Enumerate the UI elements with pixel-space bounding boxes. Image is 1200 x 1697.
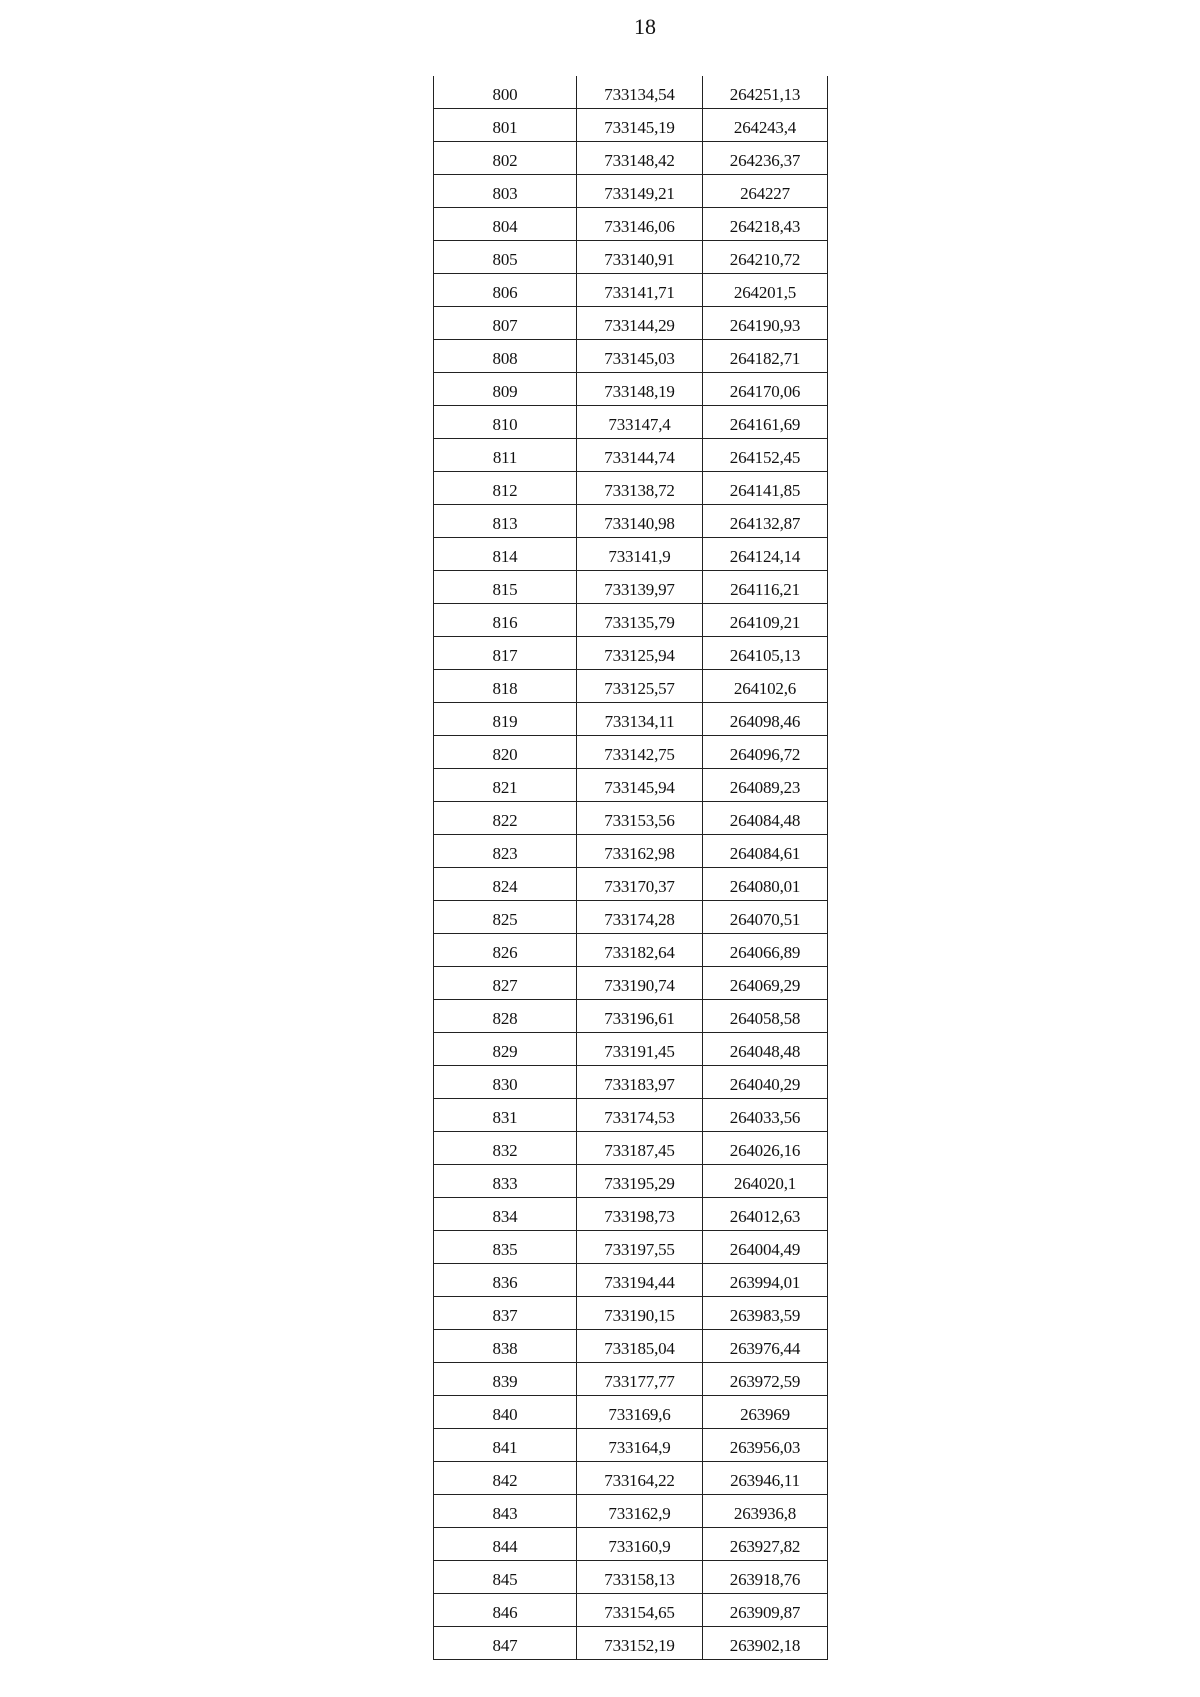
table-row <box>434 835 828 868</box>
y-coordinate-cell: 263956,03 <box>703 1429 828 1462</box>
y-coordinate-cell: 264069,29 <box>703 967 828 1000</box>
point-number-cell: 844 <box>434 1528 577 1561</box>
x-coordinate-cell: 733162,98 <box>577 835 703 868</box>
y-coordinate-cell: 264066,89 <box>703 934 828 967</box>
y-coordinate-cell: 263972,59 <box>703 1363 828 1396</box>
y-coordinate-cell: 263918,76 <box>703 1561 828 1594</box>
point-number-cell: 821 <box>434 769 577 802</box>
y-coordinate-cell: 264116,21 <box>703 571 828 604</box>
y-coordinate-cell: 263983,59 <box>703 1297 828 1330</box>
point-number-cell: 806 <box>434 274 577 307</box>
table-row <box>434 670 828 703</box>
y-coordinate-cell: 264084,48 <box>703 802 828 835</box>
table-row <box>434 769 828 802</box>
table-row <box>434 274 828 307</box>
point-number-cell: 812 <box>434 472 577 505</box>
y-coordinate-cell: 263969 <box>703 1396 828 1429</box>
y-coordinate-cell: 264004,49 <box>703 1231 828 1264</box>
point-number-cell: 813 <box>434 505 577 538</box>
point-number-cell: 846 <box>434 1594 577 1627</box>
point-number-cell: 822 <box>434 802 577 835</box>
table-row <box>434 604 828 637</box>
y-coordinate-cell: 263927,82 <box>703 1528 828 1561</box>
y-coordinate-cell: 264105,13 <box>703 637 828 670</box>
y-coordinate-cell: 264026,16 <box>703 1132 828 1165</box>
table-row <box>434 1033 828 1066</box>
x-coordinate-cell: 733142,75 <box>577 736 703 769</box>
table-row <box>434 637 828 670</box>
x-coordinate-cell: 733149,21 <box>577 175 703 208</box>
table-row <box>434 1165 828 1198</box>
point-number-cell: 819 <box>434 703 577 736</box>
point-number-cell: 805 <box>434 241 577 274</box>
point-number-cell: 831 <box>434 1099 577 1132</box>
y-coordinate-cell: 264141,85 <box>703 472 828 505</box>
x-coordinate-cell: 733146,06 <box>577 208 703 241</box>
x-coordinate-cell: 733141,71 <box>577 274 703 307</box>
y-coordinate-cell: 264218,43 <box>703 208 828 241</box>
point-number-cell: 802 <box>434 142 577 175</box>
x-coordinate-cell: 733164,9 <box>577 1429 703 1462</box>
point-number-cell: 803 <box>434 175 577 208</box>
table-row <box>434 142 828 175</box>
y-coordinate-cell: 263946,11 <box>703 1462 828 1495</box>
x-coordinate-cell: 733138,72 <box>577 472 703 505</box>
table-row <box>434 1495 828 1528</box>
point-number-cell: 836 <box>434 1264 577 1297</box>
table-row <box>434 505 828 538</box>
y-coordinate-cell: 264020,1 <box>703 1165 828 1198</box>
point-number-cell: 826 <box>434 934 577 967</box>
y-coordinate-cell: 264084,61 <box>703 835 828 868</box>
y-coordinate-cell: 264236,37 <box>703 142 828 175</box>
table-row <box>434 1099 828 1132</box>
point-number-cell: 810 <box>434 406 577 439</box>
point-number-cell: 818 <box>434 670 577 703</box>
x-coordinate-cell: 733147,4 <box>577 406 703 439</box>
y-coordinate-cell: 264201,5 <box>703 274 828 307</box>
point-number-cell: 835 <box>434 1231 577 1264</box>
point-number-cell: 800 <box>434 76 577 109</box>
y-coordinate-cell: 264152,45 <box>703 439 828 472</box>
point-number-cell: 824 <box>434 868 577 901</box>
x-coordinate-cell: 733144,74 <box>577 439 703 472</box>
page-number: 18 <box>634 14 656 39</box>
x-coordinate-cell: 733145,03 <box>577 340 703 373</box>
y-coordinate-cell: 264210,72 <box>703 241 828 274</box>
point-number-cell: 830 <box>434 1066 577 1099</box>
point-number-cell: 839 <box>434 1363 577 1396</box>
x-coordinate-cell: 733125,94 <box>577 637 703 670</box>
table-row <box>434 109 828 142</box>
y-coordinate-cell: 264040,29 <box>703 1066 828 1099</box>
point-number-cell: 815 <box>434 571 577 604</box>
table-row <box>434 901 828 934</box>
x-coordinate-cell: 733158,13 <box>577 1561 703 1594</box>
x-coordinate-cell: 733190,74 <box>577 967 703 1000</box>
x-coordinate-cell: 733169,6 <box>577 1396 703 1429</box>
table-row <box>434 76 828 109</box>
table-row <box>434 406 828 439</box>
x-coordinate-cell: 733190,15 <box>577 1297 703 1330</box>
x-coordinate-cell: 733144,29 <box>577 307 703 340</box>
table-row <box>434 1429 828 1462</box>
point-number-cell: 801 <box>434 109 577 142</box>
point-number-cell: 814 <box>434 538 577 571</box>
x-coordinate-cell: 733125,57 <box>577 670 703 703</box>
point-number-cell: 838 <box>434 1330 577 1363</box>
x-coordinate-cell: 733134,11 <box>577 703 703 736</box>
table-row <box>434 967 828 1000</box>
table-row <box>434 736 828 769</box>
x-coordinate-cell: 733174,53 <box>577 1099 703 1132</box>
table-row <box>434 1264 828 1297</box>
point-number-cell: 828 <box>434 1000 577 1033</box>
x-coordinate-cell: 733154,65 <box>577 1594 703 1627</box>
point-number-cell: 820 <box>434 736 577 769</box>
x-coordinate-cell: 733135,79 <box>577 604 703 637</box>
x-coordinate-cell: 733140,91 <box>577 241 703 274</box>
x-coordinate-cell: 733134,54 <box>577 76 703 109</box>
point-number-cell: 807 <box>434 307 577 340</box>
x-coordinate-cell: 733152,19 <box>577 1627 703 1660</box>
point-number-cell: 832 <box>434 1132 577 1165</box>
x-coordinate-cell: 733198,73 <box>577 1198 703 1231</box>
point-number-cell: 809 <box>434 373 577 406</box>
y-coordinate-cell: 263902,18 <box>703 1627 828 1660</box>
y-coordinate-cell: 264096,72 <box>703 736 828 769</box>
table-row <box>434 340 828 373</box>
point-number-cell: 804 <box>434 208 577 241</box>
point-number-cell: 808 <box>434 340 577 373</box>
y-coordinate-cell: 264182,71 <box>703 340 828 373</box>
point-number-cell: 834 <box>434 1198 577 1231</box>
x-coordinate-cell: 733153,56 <box>577 802 703 835</box>
y-coordinate-cell: 264170,06 <box>703 373 828 406</box>
point-number-cell: 841 <box>434 1429 577 1462</box>
table-row <box>434 175 828 208</box>
table-row <box>434 1330 828 1363</box>
table-row <box>434 1561 828 1594</box>
point-number-cell: 823 <box>434 835 577 868</box>
table-row <box>434 1066 828 1099</box>
y-coordinate-cell: 264098,46 <box>703 703 828 736</box>
table-row <box>434 703 828 736</box>
y-coordinate-cell: 264048,48 <box>703 1033 828 1066</box>
x-coordinate-cell: 733182,64 <box>577 934 703 967</box>
y-coordinate-cell: 263994,01 <box>703 1264 828 1297</box>
x-coordinate-cell: 733195,29 <box>577 1165 703 1198</box>
point-number-cell: 845 <box>434 1561 577 1594</box>
y-coordinate-cell: 264012,63 <box>703 1198 828 1231</box>
table-row <box>434 1594 828 1627</box>
table-row <box>434 208 828 241</box>
x-coordinate-cell: 733141,9 <box>577 538 703 571</box>
table-row <box>434 1000 828 1033</box>
point-number-cell: 837 <box>434 1297 577 1330</box>
x-coordinate-cell: 733140,98 <box>577 505 703 538</box>
table-row <box>434 1528 828 1561</box>
coordinates-table-body <box>434 76 828 1660</box>
table-row <box>434 1462 828 1495</box>
table-row <box>434 1198 828 1231</box>
y-coordinate-cell: 264080,01 <box>703 868 828 901</box>
y-coordinate-cell: 264132,87 <box>703 505 828 538</box>
table-row <box>434 1396 828 1429</box>
x-coordinate-cell: 733185,04 <box>577 1330 703 1363</box>
x-coordinate-cell: 733194,44 <box>577 1264 703 1297</box>
table-row <box>434 538 828 571</box>
point-number-cell: 816 <box>434 604 577 637</box>
x-coordinate-cell: 733164,22 <box>577 1462 703 1495</box>
y-coordinate-cell: 264227 <box>703 175 828 208</box>
x-coordinate-cell: 733148,19 <box>577 373 703 406</box>
table-row <box>434 1363 828 1396</box>
table-row <box>434 571 828 604</box>
x-coordinate-cell: 733174,28 <box>577 901 703 934</box>
x-coordinate-cell: 733187,45 <box>577 1132 703 1165</box>
table-row <box>434 1231 828 1264</box>
x-coordinate-cell: 733177,77 <box>577 1363 703 1396</box>
x-coordinate-cell: 733170,37 <box>577 868 703 901</box>
y-coordinate-cell: 264089,23 <box>703 769 828 802</box>
y-coordinate-cell: 264070,51 <box>703 901 828 934</box>
point-number-cell: 829 <box>434 1033 577 1066</box>
x-coordinate-cell: 733197,55 <box>577 1231 703 1264</box>
table-row <box>434 934 828 967</box>
y-coordinate-cell: 264124,14 <box>703 538 828 571</box>
y-coordinate-cell: 264190,93 <box>703 307 828 340</box>
x-coordinate-cell: 733191,45 <box>577 1033 703 1066</box>
table-row <box>434 868 828 901</box>
table-row <box>434 1132 828 1165</box>
point-number-cell: 843 <box>434 1495 577 1528</box>
x-coordinate-cell: 733183,97 <box>577 1066 703 1099</box>
table-row <box>434 472 828 505</box>
point-number-cell: 811 <box>434 439 577 472</box>
x-coordinate-cell: 733145,19 <box>577 109 703 142</box>
y-coordinate-cell: 263936,8 <box>703 1495 828 1528</box>
table-row <box>434 1297 828 1330</box>
point-number-cell: 840 <box>434 1396 577 1429</box>
y-coordinate-cell: 264161,69 <box>703 406 828 439</box>
point-number-cell: 825 <box>434 901 577 934</box>
x-coordinate-cell: 733160,9 <box>577 1528 703 1561</box>
point-number-cell: 847 <box>434 1627 577 1660</box>
coordinates-table <box>433 76 828 1660</box>
x-coordinate-cell: 733196,61 <box>577 1000 703 1033</box>
table-row <box>434 1627 828 1660</box>
table-row <box>434 373 828 406</box>
table-row <box>434 439 828 472</box>
table-row <box>434 307 828 340</box>
y-coordinate-cell: 264102,6 <box>703 670 828 703</box>
point-number-cell: 833 <box>434 1165 577 1198</box>
y-coordinate-cell: 263976,44 <box>703 1330 828 1363</box>
y-coordinate-cell: 264058,58 <box>703 1000 828 1033</box>
y-coordinate-cell: 263909,87 <box>703 1594 828 1627</box>
table-row <box>434 241 828 274</box>
x-coordinate-cell: 733148,42 <box>577 142 703 175</box>
y-coordinate-cell: 264033,56 <box>703 1099 828 1132</box>
y-coordinate-cell: 264109,21 <box>703 604 828 637</box>
point-number-cell: 842 <box>434 1462 577 1495</box>
x-coordinate-cell: 733162,9 <box>577 1495 703 1528</box>
x-coordinate-cell: 733139,97 <box>577 571 703 604</box>
y-coordinate-cell: 264251,13 <box>703 76 828 109</box>
point-number-cell: 817 <box>434 637 577 670</box>
point-number-cell: 827 <box>434 967 577 1000</box>
table-row <box>434 802 828 835</box>
x-coordinate-cell: 733145,94 <box>577 769 703 802</box>
y-coordinate-cell: 264243,4 <box>703 109 828 142</box>
